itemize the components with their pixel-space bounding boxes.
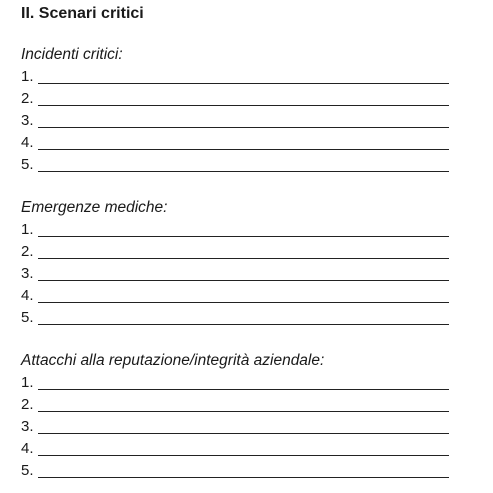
fill-in-line[interactable] bbox=[38, 83, 449, 84]
list-item bbox=[21, 67, 449, 89]
item-number: 4. bbox=[21, 287, 34, 304]
list-item bbox=[21, 133, 449, 155]
item-number: 4. bbox=[21, 134, 34, 151]
section-medical-emergencies bbox=[21, 198, 449, 330]
list-item bbox=[21, 308, 449, 330]
fill-in-line[interactable] bbox=[38, 324, 449, 325]
section-heading: Emergenze mediche: bbox=[21, 199, 168, 216]
fill-in-line[interactable] bbox=[38, 433, 449, 434]
list-item bbox=[21, 220, 449, 242]
list-item bbox=[21, 286, 449, 308]
item-number: 5. bbox=[21, 309, 34, 326]
fill-in-line[interactable] bbox=[38, 302, 449, 303]
list-item bbox=[21, 89, 449, 111]
list-item bbox=[21, 417, 449, 439]
list-item bbox=[21, 242, 449, 264]
list-item bbox=[21, 155, 449, 177]
fill-in-line[interactable] bbox=[38, 477, 449, 478]
item-number: 2. bbox=[21, 396, 34, 413]
item-number: 1. bbox=[21, 374, 34, 391]
item-number: 5. bbox=[21, 156, 34, 173]
fill-in-line[interactable] bbox=[38, 149, 449, 150]
item-number: 2. bbox=[21, 90, 34, 107]
list-item bbox=[21, 264, 449, 286]
fill-in-line[interactable] bbox=[38, 105, 449, 106]
item-number: 1. bbox=[21, 221, 34, 238]
list-item bbox=[21, 439, 449, 461]
section-critical-incidents bbox=[21, 45, 449, 177]
fill-in-line[interactable] bbox=[38, 411, 449, 412]
item-number: 1. bbox=[21, 68, 34, 85]
list-item bbox=[21, 373, 449, 395]
section-title: II. Scenari critici bbox=[21, 5, 144, 22]
list-item bbox=[21, 461, 449, 483]
item-number: 3. bbox=[21, 112, 34, 129]
fill-in-line[interactable] bbox=[38, 171, 449, 172]
section-reputation-attacks bbox=[21, 351, 449, 483]
section-heading: Incidenti critici: bbox=[21, 46, 123, 63]
section-heading: Attacchi alla reputazione/integrità aziendale: bbox=[21, 352, 325, 369]
fill-in-line[interactable] bbox=[38, 389, 449, 390]
fill-in-line[interactable] bbox=[38, 455, 449, 456]
item-number: 3. bbox=[21, 265, 34, 282]
item-number: 5. bbox=[21, 462, 34, 479]
item-number: 4. bbox=[21, 440, 34, 457]
fill-in-line[interactable] bbox=[38, 280, 449, 281]
list-item bbox=[21, 111, 449, 133]
fill-in-line[interactable] bbox=[38, 258, 449, 259]
fill-in-line[interactable] bbox=[38, 236, 449, 237]
item-number: 2. bbox=[21, 243, 34, 260]
item-number: 3. bbox=[21, 418, 34, 435]
list-item bbox=[21, 395, 449, 417]
fill-in-line[interactable] bbox=[38, 127, 449, 128]
